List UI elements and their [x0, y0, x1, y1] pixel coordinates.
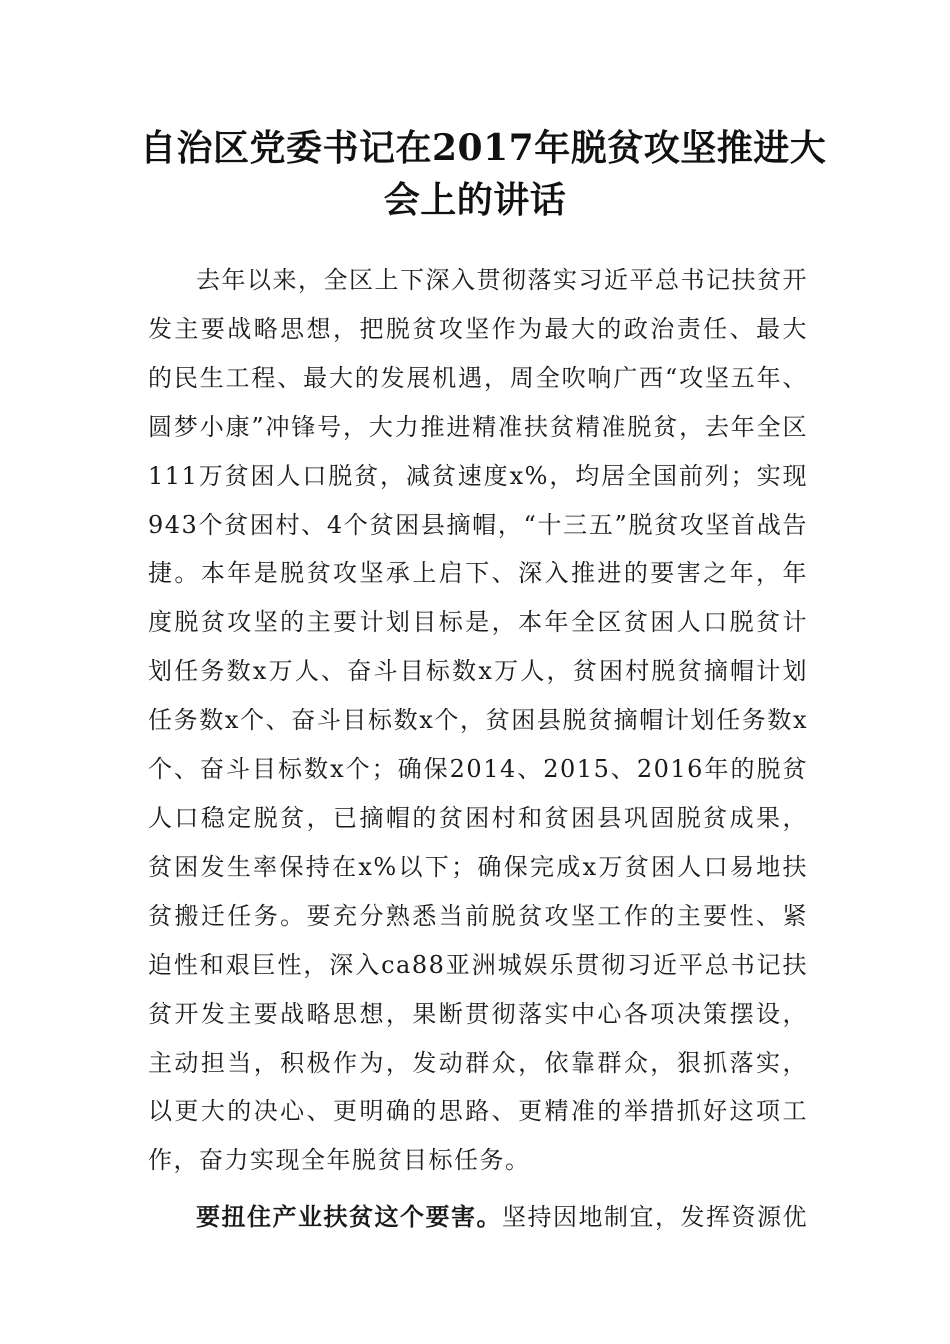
paragraph-2 [148, 1193, 808, 1242]
title-line-1: 自治区党委书记在2017年脱贫攻坚推进大 [140, 127, 827, 169]
title-line-2: 会上的讲话 [383, 179, 567, 221]
document-body [148, 256, 808, 1242]
paragraph-2-text: 坚持因地制宜，发挥资源优 [502, 1203, 808, 1232]
document-title [140, 122, 827, 226]
paragraph-1: 去年以来，全区上下深入贯彻落实习近平总书记扶贫开发主要战略思想，把脱贫攻坚作为最大的政治责任、最大的民生工程、最大的发展机遇，周全吹响广西“攻坚五年、圆梦小康”冲锋号，大力推进精准扶贫精准脱贫，去年全区111万贫困人口脱贫，减贫速度x%，均居全国前列；实现943个贫困村、4个贫困县摘帽，“十三五”脱贫攻坚首战告捷。本年是脱贫攻坚承上启下、深入推进的要害之年，年度脱贫攻坚的主要计划目标是，本年全区贫困人口脱贫计划任务数x万人、奋斗目标数x万人，贫困村脱贫摘帽计划任务数x个、奋斗目标数x个，贫困县脱贫摘帽计划任务数x个、奋斗目标数x个；确保2014、2015、2016年的脱贫人口稳定脱贫，已摘帽的贫困村和贫困县巩固脱贫成果，贫困发生率保持在x%以下；确保完成x万贫困人口易地扶贫搬迁任务。要充分熟悉当前脱贫攻坚工作的主要性、紧迫性和艰巨性，深入ca88亚洲城娱乐贯彻习近平总书记扶贫开发主要战略思想，果断贯彻落实中心各项决策摆设，主动担当，积极作为，发动群众，依靠群众，狠抓落实，以更大的决心、更明确的思路、更精准的举措抓好这项工作，奋力实现全年脱贫目标任务。 [148, 266, 808, 1175]
paragraph-2-lead: 要扭住产业扶贫这个要害。 [196, 1202, 502, 1232]
